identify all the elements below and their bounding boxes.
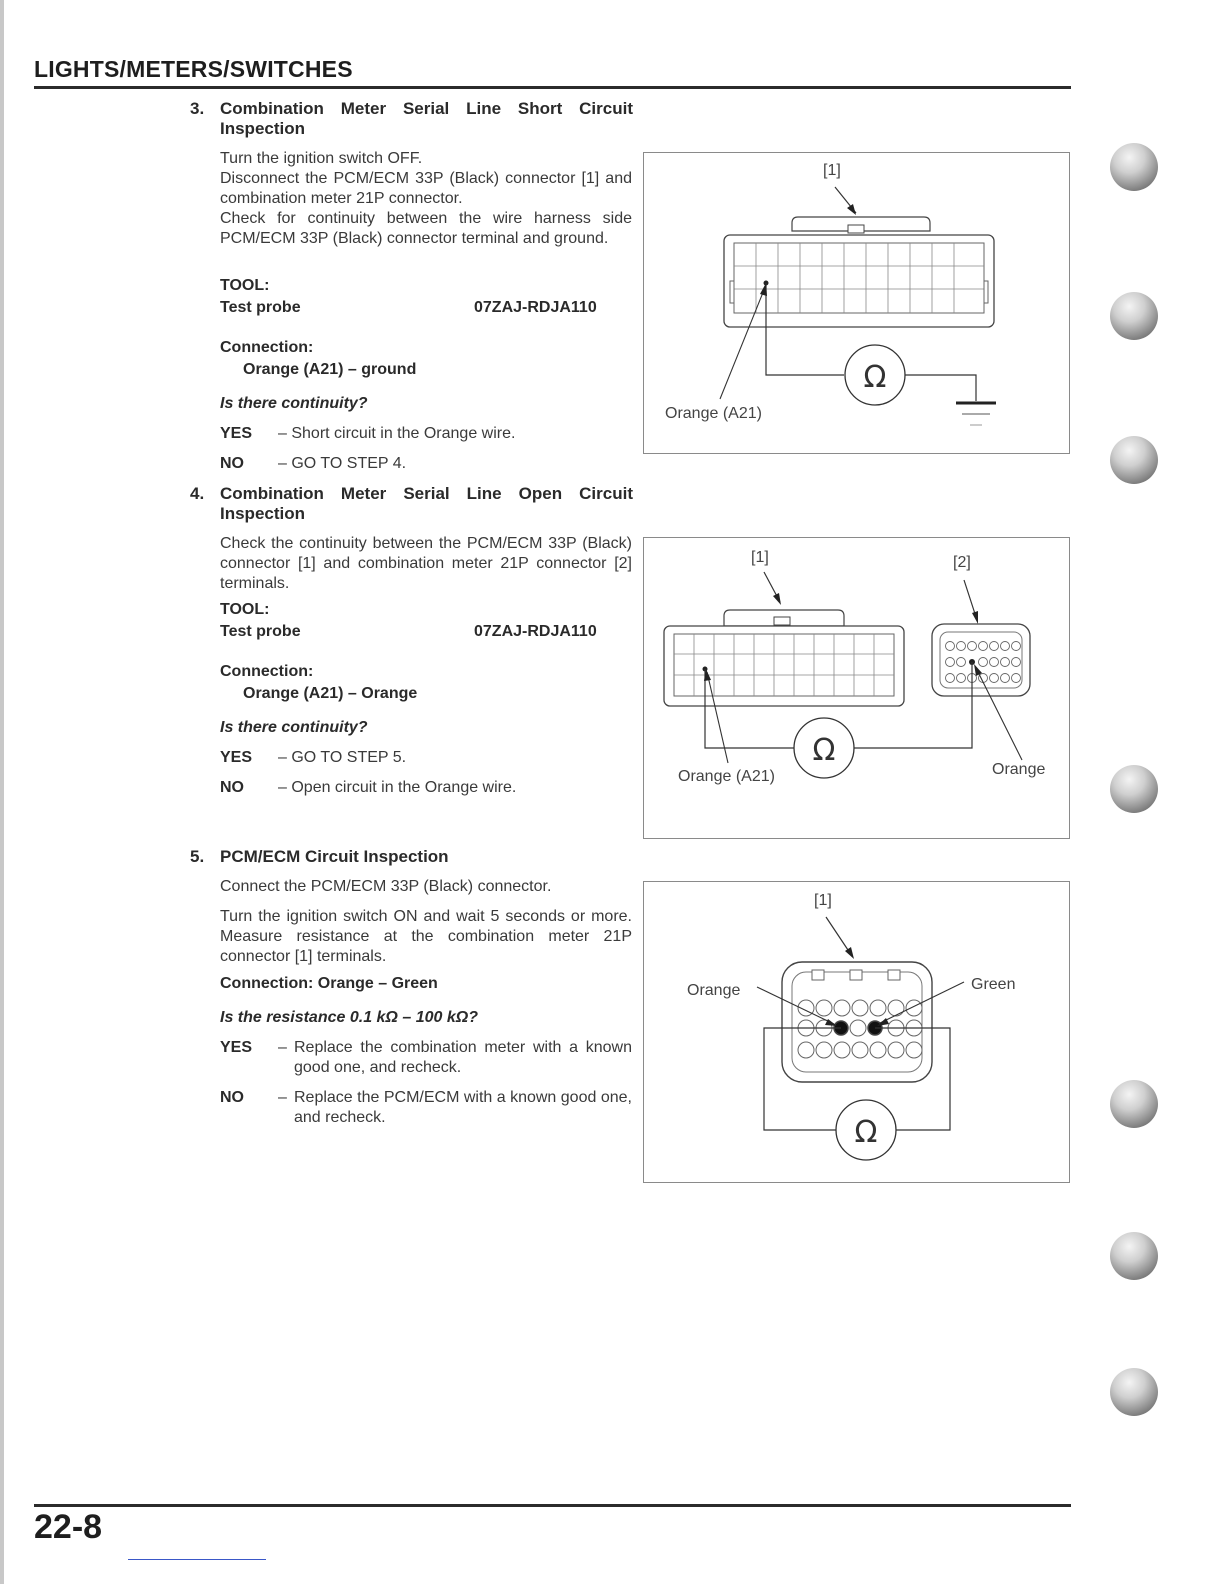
binder-tab-7	[1110, 1368, 1158, 1416]
footer-rule	[34, 1504, 1071, 1507]
step-3-line-2: Disconnect the PCM/ECM 33P (Black) connector [1] and combination meter 21P connector.	[220, 170, 632, 207]
wire-label-green: Green	[971, 976, 1016, 993]
ohm-label: Ω	[854, 1115, 878, 1150]
step-4-yes-text: – GO TO STEP 5.	[278, 749, 407, 766]
diagram-21p-resistance	[644, 882, 1069, 1182]
footer-link-underline[interactable]	[128, 1559, 266, 1560]
step-3-tool-code: 07ZAJ-RDJA110	[474, 299, 597, 316]
step-5-question: Is the resistance 0.1 kΩ – 100 kΩ?	[220, 1009, 479, 1026]
step-3-connection-label: Connection:	[220, 339, 314, 356]
callout-1: [1]	[751, 549, 769, 566]
step-5-no-body	[278, 1088, 632, 1128]
diagram-33p-to-ground	[644, 153, 1069, 453]
step-3-tool-label: TOOL:	[220, 277, 270, 294]
figure-resistance-test	[643, 881, 1070, 1183]
callout-2: [2]	[953, 554, 971, 571]
header-rule	[34, 86, 1071, 89]
step-3-tool-row	[220, 298, 632, 318]
step-4-no-text: – Open circuit in the Orange wire.	[278, 779, 517, 796]
step-5-yes-key: YES	[220, 1039, 253, 1056]
wire-label-orange-a21: Orange (A21)	[678, 768, 775, 785]
section-title: LIGHTS/METERS/SWITCHES	[34, 56, 353, 82]
step-5-no-dash: –	[278, 1089, 287, 1106]
step-3-no-text: – GO TO STEP 4.	[278, 455, 407, 472]
step-3-tool-name: Test probe	[220, 299, 301, 316]
step-5-yes-dash: –	[278, 1039, 287, 1056]
step-3-connection-value: Orange (A21) – ground	[243, 361, 417, 378]
step-5-connection: Connection: Orange – Green	[220, 975, 438, 992]
step-4-yes-key: YES	[220, 749, 253, 766]
step-3-line-3: Check for continuity between the wire harness side PCM/ECM 33P (Black) connector terminal and ground.	[220, 210, 632, 247]
step-3-question: Is there continuity?	[220, 395, 368, 412]
step-3-no-key: NO	[220, 455, 244, 472]
callout-1: [1]	[823, 162, 841, 179]
step-3-yes-text: – Short circuit in the Orange wire.	[278, 425, 516, 442]
callout-1: [1]	[814, 892, 832, 909]
binder-tab-3	[1110, 436, 1158, 484]
step-5-number: 5.	[190, 847, 205, 866]
step-4-tool-label: TOOL:	[220, 601, 270, 618]
step-4-title: Combination Meter Serial Line Open Circuit Inspection	[220, 484, 633, 523]
step-5-line-1: Connect the PCM/ECM 33P (Black) connector.	[220, 878, 552, 895]
binder-tab-2	[1110, 292, 1158, 340]
ohm-label: Ω	[863, 360, 887, 395]
step-5-title: PCM/ECM Circuit Inspection	[220, 847, 449, 866]
step-4-number: 4.	[190, 484, 205, 503]
diagram-33p-to-21p	[644, 538, 1069, 838]
ohm-label: Ω	[812, 733, 836, 768]
step-4-connection-value: Orange (A21) – Orange	[243, 685, 418, 702]
wire-label-orange-a21: Orange (A21)	[665, 405, 762, 422]
step-3-line-1: Turn the ignition switch OFF.	[220, 150, 423, 167]
step-5-no-key: NO	[220, 1089, 244, 1106]
binder-tab-6	[1110, 1232, 1158, 1280]
step-4-no-key: NO	[220, 779, 244, 796]
step-5-no-text: Replace the PCM/ECM with a known good one, and recheck.	[294, 1089, 632, 1126]
step-4-instructions: Check the continuity between the PCM/ECM 33P (Black) connector [1] and combination meter 21P connector [2] terminals.	[220, 535, 632, 592]
binder-tab-1	[1110, 143, 1158, 191]
step-3-yes-key: YES	[220, 425, 253, 442]
step-5-line-2: Turn the ignition switch ON and wait 5 seconds or more. Measure resistance at the combination meter 21P connector [1] terminals.	[220, 908, 632, 965]
page-number: 22-8	[34, 1508, 103, 1546]
step-3-number: 3.	[190, 99, 205, 118]
step-4-connection-label: Connection:	[220, 663, 314, 680]
step-4-tool-row	[220, 622, 632, 642]
step-4-question: Is there continuity?	[220, 719, 368, 736]
binder-tab-5	[1110, 1080, 1158, 1128]
step-5-yes-text: Replace the combination meter with a known good one, and recheck.	[294, 1039, 632, 1076]
page-binding-edge	[0, 0, 4, 1584]
step-4-tool-code: 07ZAJ-RDJA110	[474, 623, 597, 640]
step-3-instructions	[220, 149, 632, 249]
wire-label-orange: Orange	[687, 982, 741, 999]
figure-open-circuit-test	[643, 537, 1070, 839]
step-5-yes-body	[278, 1038, 632, 1078]
figure-short-circuit-test	[643, 152, 1070, 454]
binder-tab-4	[1110, 765, 1158, 813]
wire-label-orange: Orange	[992, 761, 1046, 778]
step-4-tool-name: Test probe	[220, 623, 301, 640]
step-3-title: Combination Meter Serial Line Short Circuit Inspection	[220, 99, 633, 138]
